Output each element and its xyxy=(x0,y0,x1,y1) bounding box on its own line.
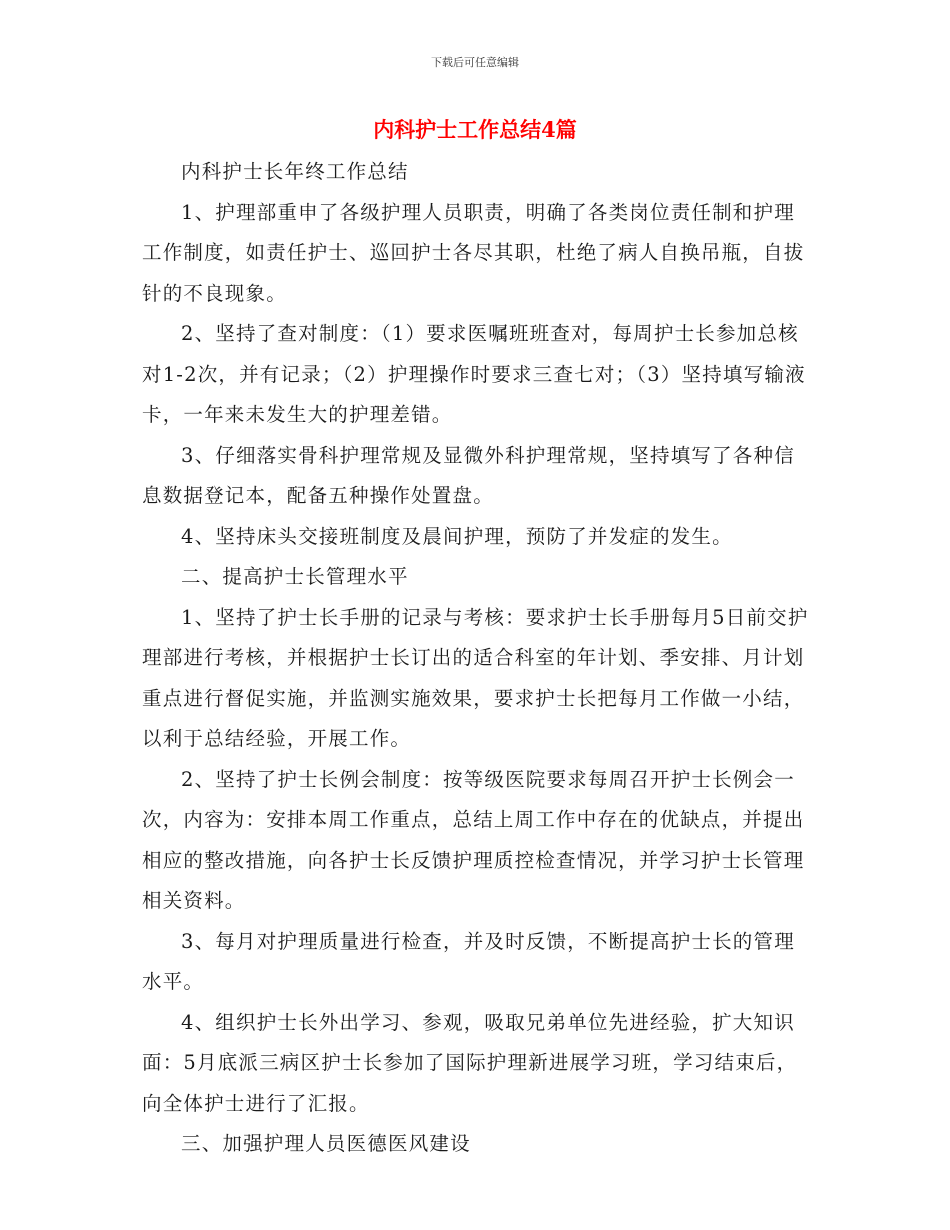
paragraph: 1、护理部重申了各级护理人员职责，明确了各类岗位责任制和护理工作制度，如责任护士、巡回护士各尽其职，杜绝了病人自换吊瓶，自拔针的不良现象。 xyxy=(142,200,805,305)
paragraph: 3、每月对护理质量进行检查，并及时反馈，不断提高护士长的管理水平。 xyxy=(142,929,795,993)
paragraph-subtitle: 内科护士长年终工作总结 xyxy=(181,160,409,183)
paragraph: 4、组织护士长外出学习、参观，吸取兄弟单位先进经验，扩大知识面：5月底派三病区护士长参加了国际护理新进展学习班，学习结束后，向全体护士进行了汇报。 xyxy=(142,1010,798,1115)
paragraph: 2、坚持了查对制度：（1）要求医嘱班班查对，每周护士长参加总核对1-2次，并有记录；（2）护理操作时要求三查七对；（3）坚持填写输液卡，一年来未发生大的护理差错。 xyxy=(142,322,806,426)
document-title: 内科护士工作总结4篇 xyxy=(373,117,577,142)
paragraph: 3、仔细落实骨科护理常规及显微外科护理常规，坚持填写了各种信息数据登记本，配备五种操作处置盘。 xyxy=(142,443,795,507)
section-heading: 三、加强护理人员医德医风建设 xyxy=(181,1132,471,1155)
paragraph: 1、坚持了护士长手册的记录与考核：要求护士长手册每月5日前交护理部进行考核，并根据护士长订出的适合科室的年计划、季安排、月计划重点进行督促实施，并监测实施效果，要求护士长把每月工作做一小结，以利于总结经验，开展工作。 xyxy=(142,605,809,750)
document-body xyxy=(142,152,812,1165)
section-heading: 二、提高护士长管理水平 xyxy=(181,565,409,588)
header-note: 下载后可任意编辑 xyxy=(431,56,519,69)
paragraph: 2、坚持了护士长例会制度：按等级医院要求每周召开护士长例会一次，内容为：安排本周工作重点，总结上周工作中存在的优缺点，并提出相应的整改措施，向各护士长反馈护理质控检查情况，并学习护士长管理相关资料。 xyxy=(142,767,805,912)
paragraph: 4、坚持床头交接班制度及晨间护理，预防了并发症的发生。 xyxy=(181,524,733,548)
